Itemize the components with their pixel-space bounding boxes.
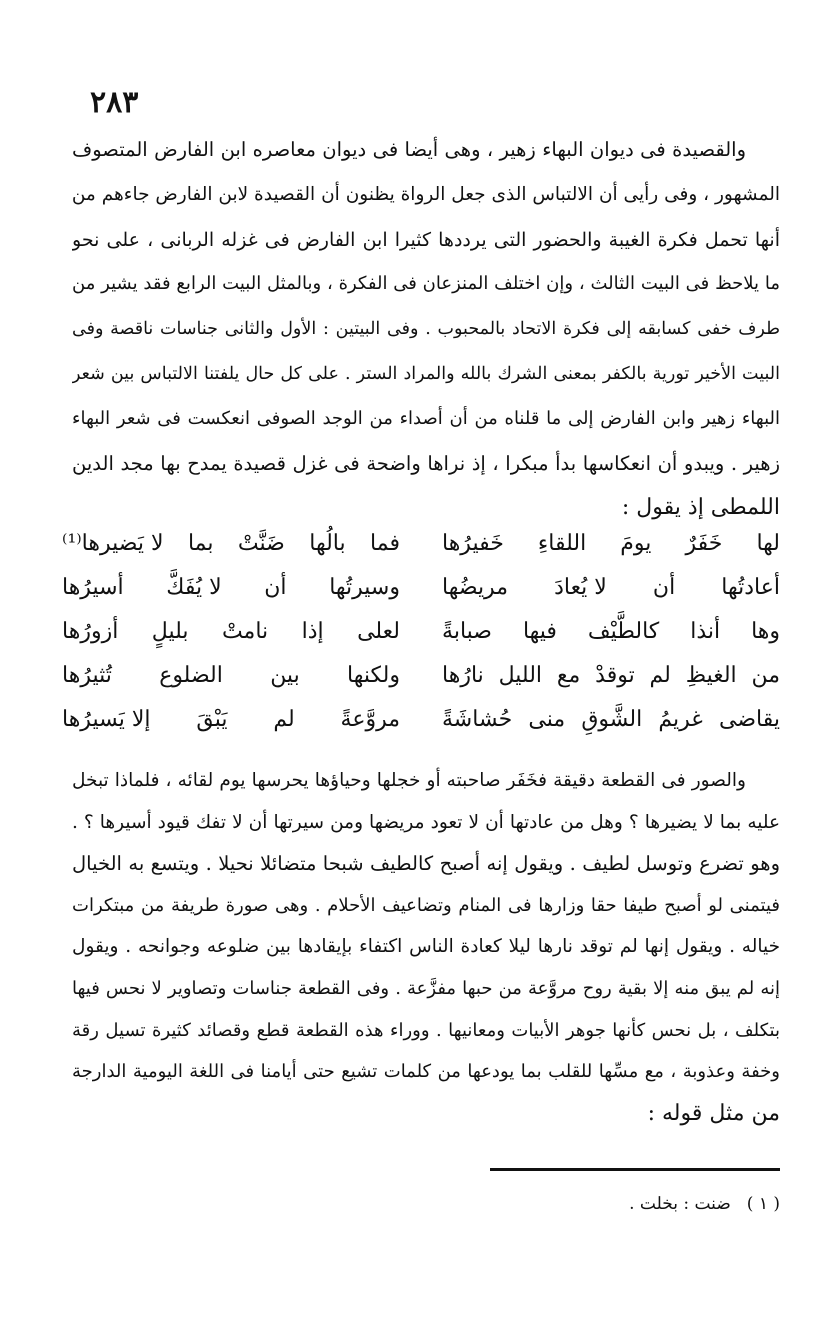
text-line: من مثل قوله : bbox=[647, 1100, 780, 1126]
hemistich-second bbox=[62, 522, 400, 566]
hemistich-first bbox=[442, 654, 780, 698]
poem-word: يومَ bbox=[620, 531, 652, 556]
text-line: ما يلاحظ فى البيت الثالث ، وإن اختلف المنزعان فى الفكرة ، وبالمثل البيت الرابع فقد يشير من bbox=[72, 273, 780, 295]
paragraph-1 bbox=[72, 128, 780, 531]
hemistich-first bbox=[442, 522, 780, 566]
text-line: زهير . ويبدو أن انعكاسها بدأ مبكرا ، إذ نراها واضحة فى غزل قصيدة يمدح بها مجد الدين bbox=[72, 451, 780, 475]
poem-word: بليلٍ bbox=[151, 619, 189, 644]
text-line: عليه بما لا يضيرها ؟ وهل من عادتها أن لا تعود مريضها ومن سيرتها أن لا تفك قيود أسيرها ؟ . bbox=[72, 811, 780, 833]
poem-word: أن bbox=[264, 575, 287, 600]
poem-word: نامتْ bbox=[221, 619, 269, 644]
poem-word: كالطَّيْف bbox=[587, 619, 660, 644]
poem-word: لا يَضيرها⁽¹⁾ bbox=[62, 531, 164, 556]
text-line: أنها تحمل فكرة الغيبة والحضور التى يرددها كثيرا ابن الفارض فى غزله الربانى ، على نحو bbox=[72, 228, 780, 251]
poem-verse bbox=[62, 698, 780, 742]
poem-word: بالُها bbox=[309, 531, 346, 556]
poem bbox=[62, 522, 780, 742]
poem-word: الليل bbox=[498, 663, 543, 688]
poem-verse bbox=[62, 610, 780, 654]
poem-word: يقاضى bbox=[719, 707, 780, 732]
poem-word: بين bbox=[270, 663, 300, 688]
footnote-divider bbox=[490, 1168, 780, 1171]
poem-verse bbox=[62, 566, 780, 610]
hemistich-second bbox=[62, 610, 400, 654]
poem-word: ضَنَّتْ bbox=[237, 531, 285, 556]
poem-word: أن bbox=[652, 575, 676, 600]
hemistich-second bbox=[62, 566, 400, 610]
poem-word: توقدْ bbox=[595, 663, 635, 688]
poem-word: ولكنها bbox=[347, 663, 400, 688]
page-number: ٢٨٣ bbox=[90, 85, 139, 120]
poem-word: لعلى bbox=[357, 619, 400, 644]
poem-word: غريمُ bbox=[658, 707, 703, 732]
footnote bbox=[380, 1192, 780, 1216]
poem-word: فيها bbox=[522, 619, 557, 644]
text-line: وخفة وعذوبة ، مع مسِّها للقلب بما يودعها من كلمات تشيع حتى أيامنا فى اللغة اليومية الدارجة bbox=[72, 1061, 780, 1083]
poem-word: أزورُها bbox=[62, 619, 119, 644]
poem-word: من bbox=[751, 663, 780, 688]
poem-word: مع bbox=[556, 663, 581, 688]
poem-verse bbox=[62, 654, 780, 698]
poem-word: لم bbox=[273, 707, 295, 732]
poem-word: الغيظِ bbox=[685, 663, 737, 688]
poem-word: بما bbox=[187, 531, 214, 556]
poem-word: لا يُفَكَّ bbox=[166, 575, 222, 600]
poem-word: خَفيرُها bbox=[442, 531, 504, 556]
poem-word: مروَّعةً bbox=[340, 707, 400, 732]
text-line: والصور فى القطعة دقيقة فخَفَر صاحبته أو خجلها وحياؤها يحرسها يوم لقائه ، فلماذا تبخل bbox=[72, 770, 746, 791]
poem-word: مريضُها bbox=[442, 575, 508, 600]
text-line: اللمطى إذ يقول : bbox=[621, 495, 780, 521]
poem-word: إذا bbox=[301, 619, 324, 644]
text-line: المشهور ، وفى رأيى أن الالتباس الذى جعل الرواة يظنون أن القصيدة لابن الفارض جاءهم من bbox=[72, 183, 780, 205]
poem-word: أنذا bbox=[690, 619, 721, 644]
text-line: وهو تضرع وتوسل لطيف . ويقول إنه أصبح كالطيف شبحا متضائلا نحيلا . ويتسع به الخيال bbox=[72, 852, 780, 876]
poem-word: لها bbox=[756, 531, 780, 556]
poem-word: خَفَرٌ bbox=[685, 531, 723, 556]
text-line: فيتمنى لو أصبح طيفا حقا وزارها فى المنام وتضاعيف الأحلام . وهى صورة طريفة من مبتكرات bbox=[72, 894, 780, 916]
hemistich-second bbox=[62, 654, 400, 698]
hemistich-first bbox=[442, 698, 780, 742]
poem-word: لم bbox=[649, 663, 671, 688]
text-line: بتكلف ، بل نحس كأنها جوهر الأبيات ومعانيها . ووراء هذه القطعة قطع وقصائد كثيرة تسيل رقة bbox=[72, 1019, 780, 1041]
poem-word: أسيرُها bbox=[62, 575, 124, 600]
hemistich-first bbox=[442, 566, 780, 610]
poem-word: تُثيرُها bbox=[62, 663, 112, 688]
paragraph-2 bbox=[72, 760, 780, 1134]
poem-word: إلا يَسيرُها bbox=[62, 707, 151, 732]
text-line: البيت الأخير تورية بالكفر بمعنى الشرك بالله والمراد الستر . على كل حال يلفتنا الالتباس بين شعر bbox=[72, 363, 780, 384]
hemistich-second bbox=[62, 698, 400, 742]
text-line: خياله . ويقول إنها لم توقد نارها ليلا كعادة الناس اكتفاء بإيقادها بين ضلوعه وجوانحه . ويقول bbox=[72, 936, 780, 958]
footnote-text: ضنت : بخلت . bbox=[629, 1194, 731, 1214]
poem-verse bbox=[62, 522, 780, 566]
text-line: طرف خفى كسابقه إلى فكرة الاتحاد بالمحبوب . وفى البيتين : الأول والثانى جناسات ناقصة وفى bbox=[72, 319, 780, 340]
poem-word: يَبْقَ bbox=[196, 707, 228, 732]
poem-word: وها bbox=[751, 619, 780, 644]
poem-word: نارُها bbox=[442, 663, 484, 688]
poem-word: صبابةً bbox=[442, 619, 492, 644]
hemistich-first bbox=[442, 610, 780, 654]
poem-word: لا يُعادَ bbox=[554, 575, 607, 600]
poem-word: منى bbox=[528, 707, 566, 732]
text-line: البهاء زهير وابن الفارض إلى ما قلناه من أن أصداء من الوجد الصوفى انعكست فى شعر البهاء bbox=[72, 407, 780, 429]
text-line: والقصيدة فى ديوان البهاء زهير ، وهى أيضا فى ديوان معاصره ابن الفارض المتصوف bbox=[72, 138, 746, 161]
text-line: إنه لم يبق منه إلا بقية روح مروَّعة من حبها مفزَّعة . وفى القطعة جناسات وتصاوير لا نحس فيها bbox=[72, 977, 780, 999]
poem-word: الشَّوقِ bbox=[581, 707, 643, 732]
poem-word: اللقاءِ bbox=[537, 531, 587, 556]
poem-word: الضلوع bbox=[159, 663, 223, 688]
poem-word: وسيرتُها bbox=[329, 575, 400, 600]
poem-word: حُشاشَةً bbox=[442, 707, 513, 732]
poem-word: فما bbox=[370, 531, 400, 556]
poem-word: أعادتُها bbox=[721, 575, 780, 600]
footnote-marker: ( ١ ) bbox=[746, 1194, 780, 1214]
